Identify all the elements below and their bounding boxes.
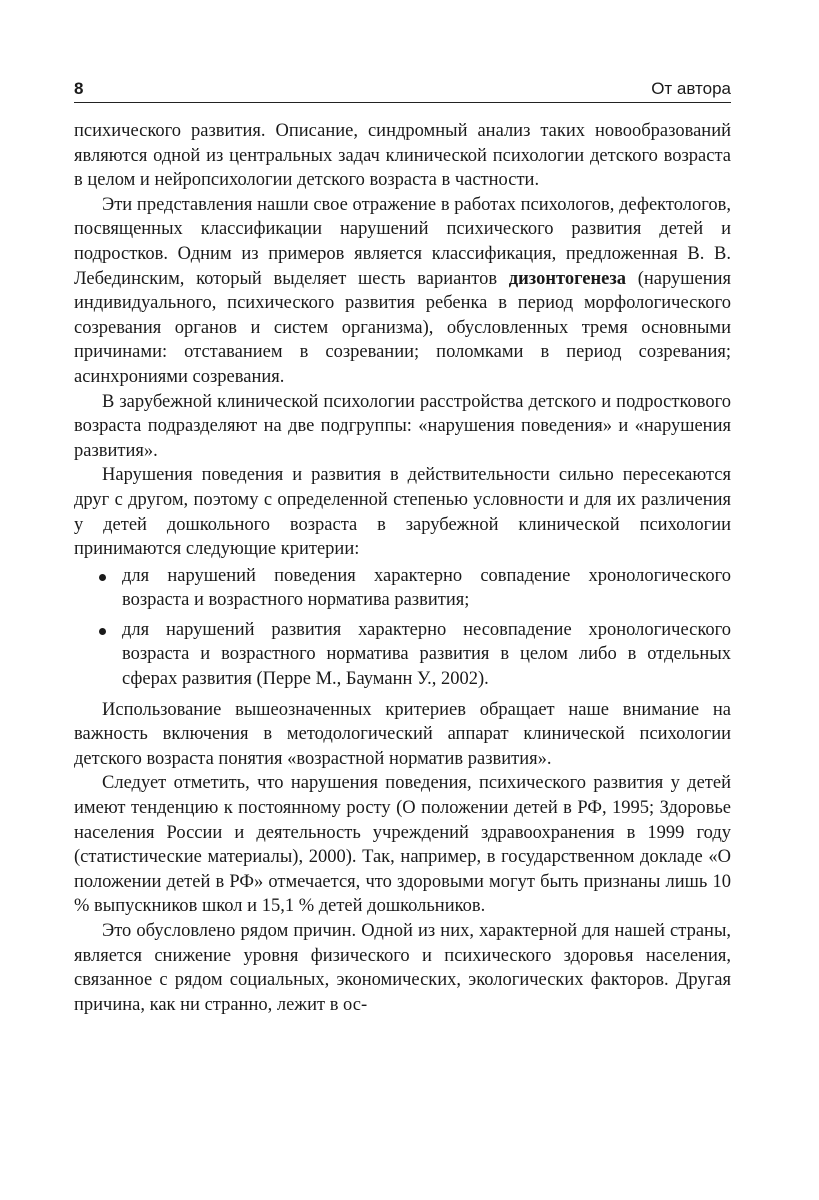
criteria-list bbox=[74, 564, 731, 692]
page-header bbox=[74, 78, 731, 103]
running-head: От автора bbox=[651, 79, 731, 98]
list-item bbox=[74, 618, 731, 692]
bullet-icon bbox=[99, 574, 106, 581]
bold-term: дизонтогенеза bbox=[508, 268, 627, 289]
paragraph: Это обусловлено рядом причин. Одной из них, характерной для нашей страны, является снижение уровня физического и психического здоровья населения, связанное с рядом социальных, экономических, экологических факторов. Другая причина, как ни странно, лежит в ос- bbox=[74, 921, 731, 1015]
paragraph bbox=[74, 193, 731, 390]
paragraph: психического развития. Описание, синдромный анализ таких новообразований являются одной из центральных задач клинической психологии детского возраста в целом и нейропсихологии детского возраста в частности. bbox=[74, 121, 731, 191]
paragraph-text: (нарушения индивидуального, психического развития ребенка в период морфологического созревания органов и систем организма), обусловленных тремя основными причинами: отставанием в созревании; поломками в период созревания; асинхрониями созревания. bbox=[74, 268, 732, 387]
page-number: 8 bbox=[74, 79, 84, 98]
body-text bbox=[74, 119, 731, 1017]
list-item-text: для нарушений развития характерно несовпадение хронологического возраста и возрастного норматива развития в целом либо в отдельных сферах развития (Перре М., Бауманн У., 2002). bbox=[122, 619, 731, 690]
paragraph: В зарубежной клинической психологии расстройства детского и подросткового возраста подразделяют на две подгруппы: «нарушения поведения» и «нарушения развития». bbox=[74, 391, 731, 461]
list-item-text: для нарушений поведения характерно совпадение хронологического возраста и возрастного норматива развития; bbox=[122, 565, 731, 611]
list-item bbox=[74, 564, 731, 613]
paragraph: Следует отметить, что нарушения поведения, психического развития у детей имеют тенденцию к постоянному росту (О положении детей в РФ, 1995; Здоровье населения России и деятельность учреждений здравоохранения в 1999 году (статистические материалы), 2000). Так, например, в государственном докладе «О положении детей в РФ» отмечается, что здоровыми могут быть признаны лишь 10 % выпускников школ и 15,1 % детей дошкольников. bbox=[74, 773, 731, 917]
paragraph-text: Эти представления нашли свое отражение в работах психологов, дефектологов, посвященных классификации нарушений психического развития детей и подростков. Одним из примеров является классификация, предложенная В. В. Лебединским, который выделяет шесть вариантов bbox=[74, 194, 731, 289]
paragraph: Использование вышеозначенных критериев обращает наше внимание на важность включения в методологический аппарат клинической психологии детского возраста понятия «возрастной норматив развития». bbox=[74, 699, 731, 769]
bullet-icon bbox=[99, 628, 106, 635]
paragraph: Нарушения поведения и развития в действительности сильно пересекаются друг с другом, поэтому с определенной степенью условности и для их различения у детей дошкольного возраста в зарубежной клинической психологии принимаются следующие критерии: bbox=[74, 465, 731, 560]
